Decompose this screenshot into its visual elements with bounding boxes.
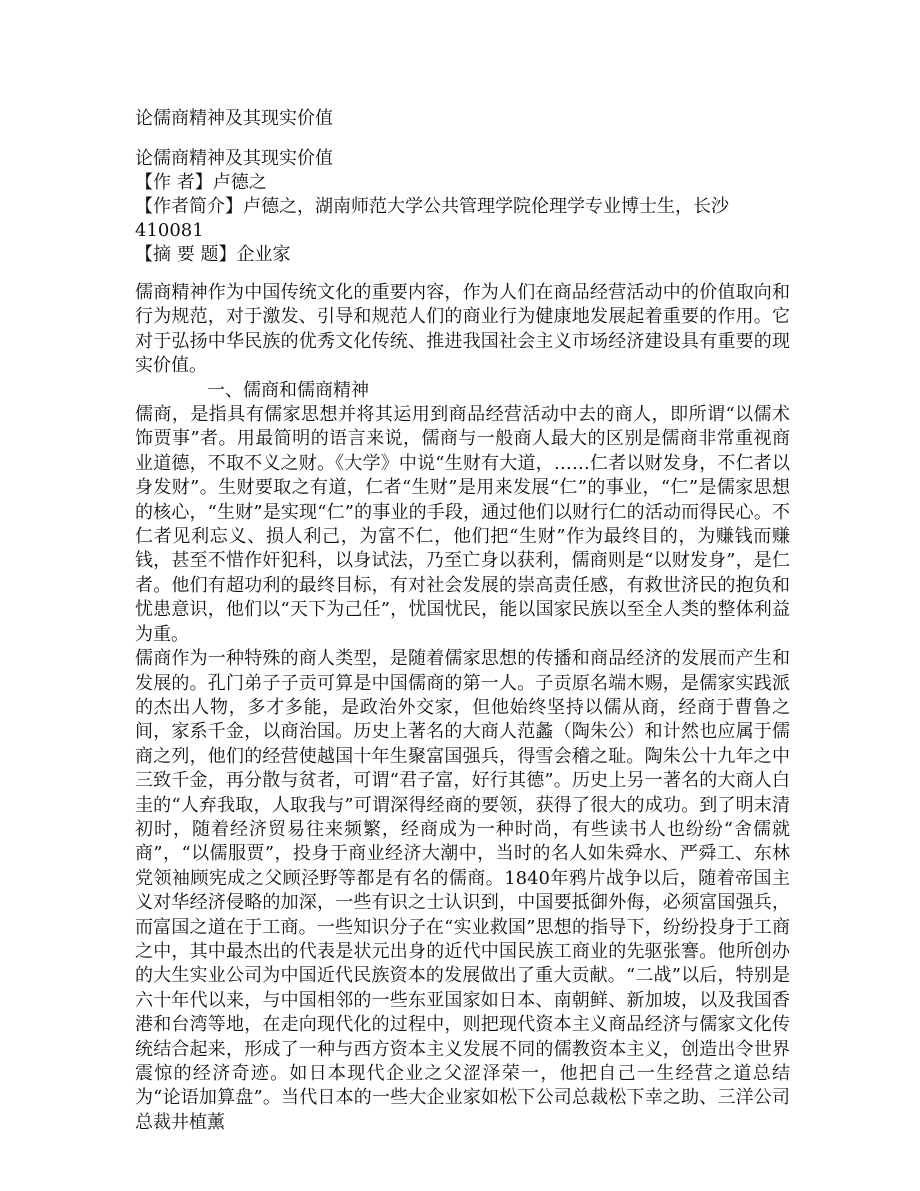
body-paragraph: 儒商作为一种特殊的商人类型，是随着儒家思想的传播和商品经济的发展而产生和发展的。孔门弟子子贡可算是中国儒商的第一人。子贡原名端木赐，是儒家实践派的杰出人物，多才多能，是政治外交家，但他始终坚持以儒从商，经商于曹鲁之间，家系千金，以商治国。历史上著名的大商人范蠡（陶朱公）和计然也应属于儒商之列，他们的经营使越国十年生聚富国强兵，得雪会稽之耻。陶朱公十九年之中三致千金，再分散与贫者，可谓“君子富，好行其德”。历史上另一著名的大商人白圭的“人弃我取，人取我与”可谓深得经商的要领，获得了很大的成功。到了明末清初时，随着经济贸易往来频繁，经商成为一种时尚，有些读书人也纷纷“舍儒就商”，“以儒服贾”，投身于商业经济大潮中，当时的名人如朱舜水、严舜工、东林党领袖顾宪成之父顾泾野等都是有名的儒商。1840年鸦片战争以后，随着帝国主义对华经济侵略的加深，一些有识之士认识到，中国要抵御外侮，必须富国强兵，而富国之道在于工商。一些知识分子在“实业救国”思想的指导下，纷纷投身于工商之中，其中最杰出的代表是状元出身的近代中国民族工商业的先驱张謇。他所创办的大生实业公司为中国近代民族资本的发展做出了重大贡献。“二战”以后，特别是六十年代以来，与中国相邻的一些东亚国家如日本、南朝鲜、新加坡，以及我国香港和台湾等地，在走向现代化的过程中，则把现代资本主义商品经济与儒家文化传统结合起来，形成了一种与西方资本主义发展不同的儒教资本主义，创造出令世界震惊的经济奇迹。如日本现代企业之父涩泽荣一，他把自己一生经营之道总结为“论语加算盘”。当代日本的一些大企业家如松下公司总裁松下幸之助、三洋公司总裁井植薰 (135, 648, 790, 1133)
article-subtitle: 论儒商精神及其现实价值 (135, 148, 333, 169)
body-paragraph: 儒商，是指具有儒家思想并将其运用到商品经营活动中去的商人，即所谓“以儒术饰贾事”者。用最简明的语言来说，儒商与一般商人最大的区别是儒商非常重视商业道德，不取不义之财。《大学》中说“生财有大道，……仁者以财发身，不仁者以身发财”。生财要取之有道，仁者“生财”是用来发展“仁”的事业，“仁”是儒家思想的核心，“生财”是实现“仁”的事业的手段，通过他们以财行仁的活动而得民心。不仁者见利忘义、损人利己，为富不仁，他们把“生财”作为最终目的，为赚钱而赚钱，甚至不惜作奸犯科，以身试法，乃至亡身以获利，儒商则是“以财发身”，是仁者。他们有超功利的最终目标，有对社会发展的崇高责任感，有救世济民的抱负和忧患意识，他们以“天下为己任”，忧国忧民，能以国家民族以至全人类的整体利益为重。 (135, 404, 790, 645)
keywords-line: 【摘 要 题】企业家 (135, 244, 291, 265)
document-meta (135, 147, 790, 267)
section-heading: 一、儒商和儒商精神 (207, 379, 369, 401)
author-line: 【作 者】卢德之 (135, 172, 267, 193)
document-title: 论儒商精神及其现实价值 (135, 108, 333, 129)
article-body (135, 281, 790, 1135)
abstract-paragraph: 儒商精神作为中国传统文化的重要内容，作为人们在商品经营活动中的价值取向和行为规范，对于激发、引导和规范人们的商业行为健康地发展起着重要的作用。它对于弘扬中华民族的优秀文化传统、推进我国社会主义市场经济建设具有重要的现实价值。 (135, 282, 790, 377)
author-bio-line: 【作者简介】卢德之，湖南师范大学公共管理学院伦理学专业博士生，长沙410081 (135, 196, 729, 241)
